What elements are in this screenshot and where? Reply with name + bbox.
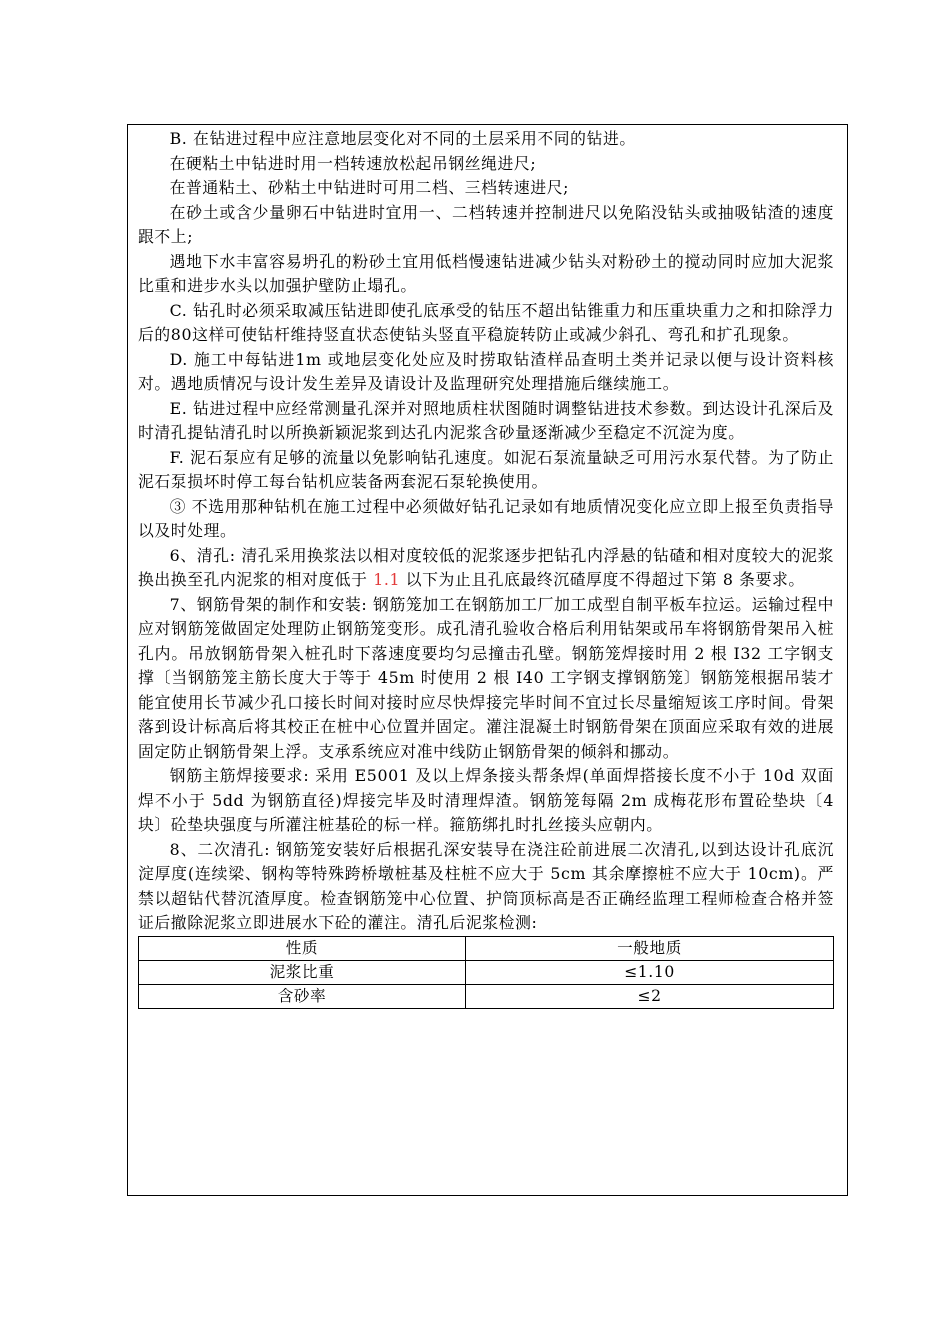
table-header-general-geology: 一般地质: [466, 936, 834, 960]
table-row: [139, 960, 834, 984]
paragraph-b: B. 在钻进过程中应注意地层变化对不同的土层采用不同的钻进。: [169, 129, 636, 148]
paragraph-d: D. 施工中每钻进1m 或地层变化处应及时捞取钻渣样品查明土类并记录以便与设计资料核对。遇地质情况与设计发生差异及请设计及监理研究处理措施后继续施工。: [138, 349, 834, 393]
paragraph-ordinary-clay: 在普通粘土、砂粘土中钻进时可用二档、三档转速进尺;: [169, 178, 570, 197]
table-cell: ≤2: [466, 984, 834, 1008]
table-cell: 泥浆比重: [139, 960, 466, 984]
mud-test-table: [138, 936, 834, 1009]
paragraph-8-second-cleaning: 8、二次清孔: 钢筋笼安装好后根据孔深安装导在浇注砼前进展二次清孔,以到达设计孔底沉淀厚度(连续梁、钢构等特殊跨桥墩桩基及柱桩不应大于 5cm 其余摩擦桩不应大于 10cm)。严禁以超钻代替沉渣厚度。检查钢筋笼中心位置、护筒顶标高是否正确经监理工程师检查合格并签证后撤除泥浆立即进展水下砼的灌注。清孔后泥浆检测:: [138, 839, 834, 932]
document-body: [138, 127, 834, 1009]
table-cell: ≤1.10: [466, 960, 834, 984]
paragraph-e: E. 钻进过程中应经常测量孔深并对照地质柱状图随时调整钻进技术参数。到达设计孔深后及时清孔提钻清孔时以所换新颖泥浆到达孔内泥浆含砂量逐渐减少至稳定不沉淀为度。: [138, 398, 834, 442]
table-header-row: [139, 936, 834, 960]
table-cell: 含砂率: [139, 984, 466, 1008]
p6-highlight-value: 1.1: [373, 570, 401, 589]
document-frame: [127, 124, 848, 1196]
paragraph-f: F. 泥石泵应有足够的流量以免影响钻孔速度。如泥石泵流量缺乏可用污水泵代替。为了防止泥石泵损坏时停工每台钻机应装备两套泥石泵轮换使用。: [138, 447, 834, 491]
p6-text-after: 以下为止且孔底最终沉碴厚度不得超过下第 8 条要求。: [400, 570, 805, 589]
p6-text-before: 6、清孔: 清孔采用换浆法以相对度较低的泥浆逐步把钻孔内浮悬的钻碴和相对度较大的泥浆换出换至孔内泥浆的相对度低于: [138, 545, 834, 589]
table-row: [139, 984, 834, 1008]
paragraph-sand: 在砂土或含少量卵石中钻进时宜用一、二档转速并控制进尺以免陷没钻头或抽吸钻渣的速度跟不上;: [138, 202, 834, 246]
table-header-property: 性质: [139, 936, 466, 960]
paragraph-hard-clay: 在硬粘土中钻进时用一档转速放松起吊钢丝绳进尺;: [169, 153, 537, 173]
paragraph-6-cleaning: [138, 544, 834, 593]
paragraph-3: ③ 不选用那种钻机在施工过程中必须做好钻孔记录如有地质情况变化应立即上报至负责指导以及时处理。: [138, 496, 834, 540]
paragraph-rebar-welding: 钢筋主筋焊接要求: 采用 E5001 及以上焊条接头帮条焊(单面焊搭接长度不小于 10d 双面焊不小于 5dd 为钢筋直径)焊接完毕及时清理焊渣。钢筋笼每隔 2m 成梅花形布置砼垫块〔4 块〕砼垫块强度与所灌注桩基砼的标一样。箍筋绑扎时扎丝接头应朝内。: [138, 766, 834, 834]
paragraph-c: C. 钻孔时必须采取减压钻进即使孔底承受的钻压不超出钻锥重力和压重块重力之和扣除浮力后的80这样可使钻杆维持竖直状态使钻头竖直平稳旋转防止或减少斜孔、弯孔和扩孔现象。: [138, 300, 834, 344]
paragraph-groundwater: 遇地下水丰富容易坍孔的粉砂土宜用低档慢速钻进减少钻头对粉砂土的搅动同时应加大泥浆比重和进步水头以加强护壁防止塌孔。: [138, 251, 834, 295]
paragraph-7-rebar-cage: 7、钢筋骨架的制作和安装: 钢筋笼加工在钢筋加工厂加工成型自制平板车拉运。运输过程中应对钢筋笼做固定处理防止钢筋笼变形。成孔清孔验收合格后利用钻架或吊车将钢筋骨架吊入桩孔内。吊放钢筋骨架入桩孔时下落速度要均匀忌撞击孔壁。钢筋笼焊接时用 2 根 I32 工字钢支撑〔当钢筋笼主筋长度大于等于 45m 时使用 2 根 I40 工字钢支撑钢筋笼〕钢筋笼根据吊装才能宜使用长节减少孔口接长时间对接时应尽快焊接完毕时间不宜过长尽量缩短该工序时间。骨架落到设计标高后将其校正在桩中心位置并固定。灌注混凝土时钢筋骨架在顶面应采取有效的进展固定防止钢筋骨架上浮。支承系统应对准中线防止钢筋骨架的倾斜和挪动。: [138, 594, 834, 761]
